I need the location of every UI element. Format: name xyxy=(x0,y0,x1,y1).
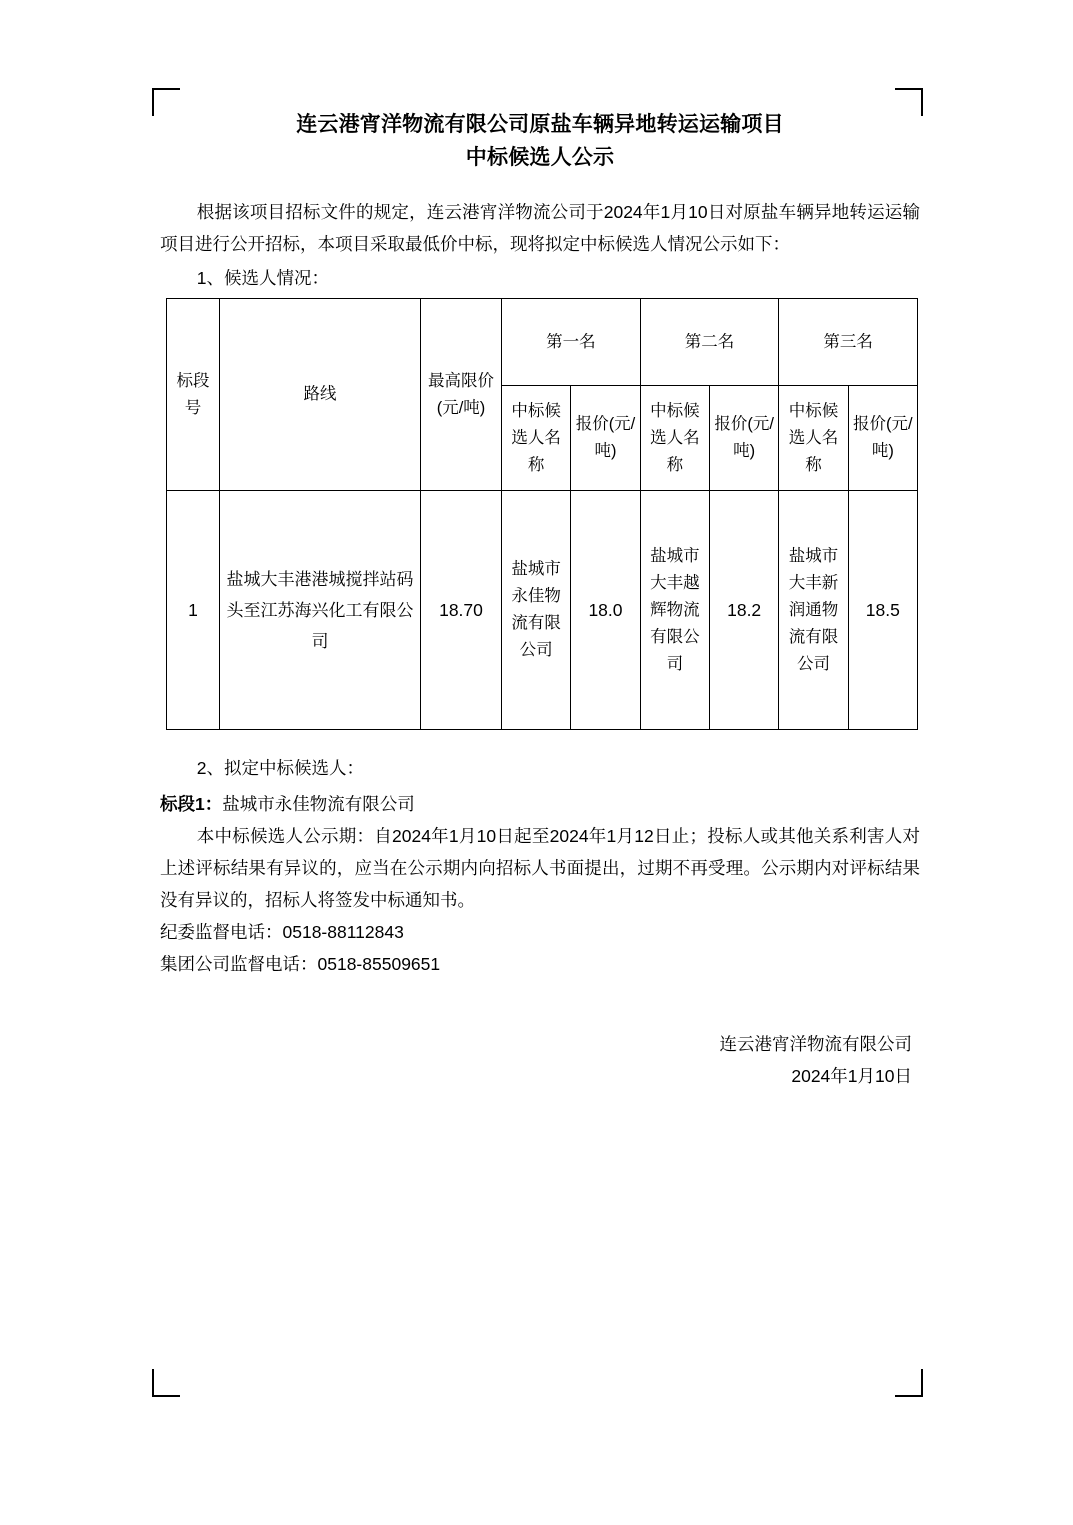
cell-max-price: 18.70 xyxy=(421,491,502,730)
supervision-tel-2: 集团公司监督电话：0518-85509651 xyxy=(160,954,441,974)
page-title xyxy=(160,108,920,174)
subheader-rank3-quote: 报价(元/吨) xyxy=(848,386,917,491)
cell-rank2-name: 盐城市大丰越辉物流有限公司 xyxy=(640,491,709,730)
supervision-tel-1: 纪委监督电话：0518-88112843 xyxy=(160,922,404,942)
subheader-rank1-name: 中标候选人名称 xyxy=(502,386,571,491)
signature-date: 2024年1月10日 xyxy=(791,1066,912,1086)
lot-label: 标段1： xyxy=(160,794,223,814)
notice-paragraph: 本中标候选人公示期：自2024年1月10日起至2024年1月12日止；投标人或其他关系利害人对上述评标结果有异议的，应当在公示期内向招标人书面提出，过期不再受理。公示期内对评标结果没有异议的，招标人将签发中标通知书。 xyxy=(160,826,920,910)
signature-block xyxy=(160,1028,920,1092)
header-rank-2: 第二名 xyxy=(640,299,779,386)
crop-mark-bottom-right xyxy=(895,1369,923,1397)
title-line-1: 连云港宵洋物流有限公司原盐车辆异地转运运输项目 xyxy=(296,113,784,136)
subheader-rank3-name: 中标候选人名称 xyxy=(779,386,848,491)
lot-winner-line xyxy=(160,788,920,820)
intro-paragraph: 根据该项目招标文件的规定，连云港宵洋物流公司于2024年1月10日对原盐车辆异地转运运输项目进行公开招标，本项目采取最低价中标，现将拟定中标候选人情况公示如下： xyxy=(160,202,920,254)
cell-rank1-name: 盐城市永佳物流有限公司 xyxy=(502,491,571,730)
cell-rank2-quote: 18.2 xyxy=(709,491,778,730)
table-row xyxy=(167,491,918,730)
cell-rank3-quote: 18.5 xyxy=(848,491,917,730)
subheader-rank2-name: 中标候选人名称 xyxy=(640,386,709,491)
header-max-price: 最高限价(元/吨) xyxy=(421,299,502,491)
crop-mark-bottom-left xyxy=(152,1369,180,1397)
cell-rank1-quote: 18.0 xyxy=(571,491,640,730)
document-content xyxy=(160,100,920,1092)
header-route: 路线 xyxy=(220,299,421,491)
header-segment-no: 标段号 xyxy=(167,299,220,491)
header-rank-1: 第一名 xyxy=(502,299,641,386)
subheader-rank2-quote: 报价(元/吨) xyxy=(709,386,778,491)
lot-winner-name: 盐城市永佳物流有限公司 xyxy=(222,794,415,814)
signature-company: 连云港宵洋物流有限公司 xyxy=(719,1034,912,1054)
header-rank-3: 第三名 xyxy=(779,299,918,386)
subheader-rank1-quote: 报价(元/吨) xyxy=(571,386,640,491)
cell-rank3-name: 盐城市大丰新润通物流有限公司 xyxy=(779,491,848,730)
table-header-row xyxy=(167,299,918,386)
section-2-label: 2、拟定中标候选人： xyxy=(196,758,364,778)
cell-route: 盐城大丰港港城搅拌站码头至江苏海兴化工有限公司 xyxy=(220,491,421,730)
section-1-label: 1、候选人情况： xyxy=(196,268,329,288)
cell-segment-no: 1 xyxy=(167,491,220,730)
title-line-2: 中标候选人公示 xyxy=(465,146,615,169)
candidates-table xyxy=(166,298,918,730)
